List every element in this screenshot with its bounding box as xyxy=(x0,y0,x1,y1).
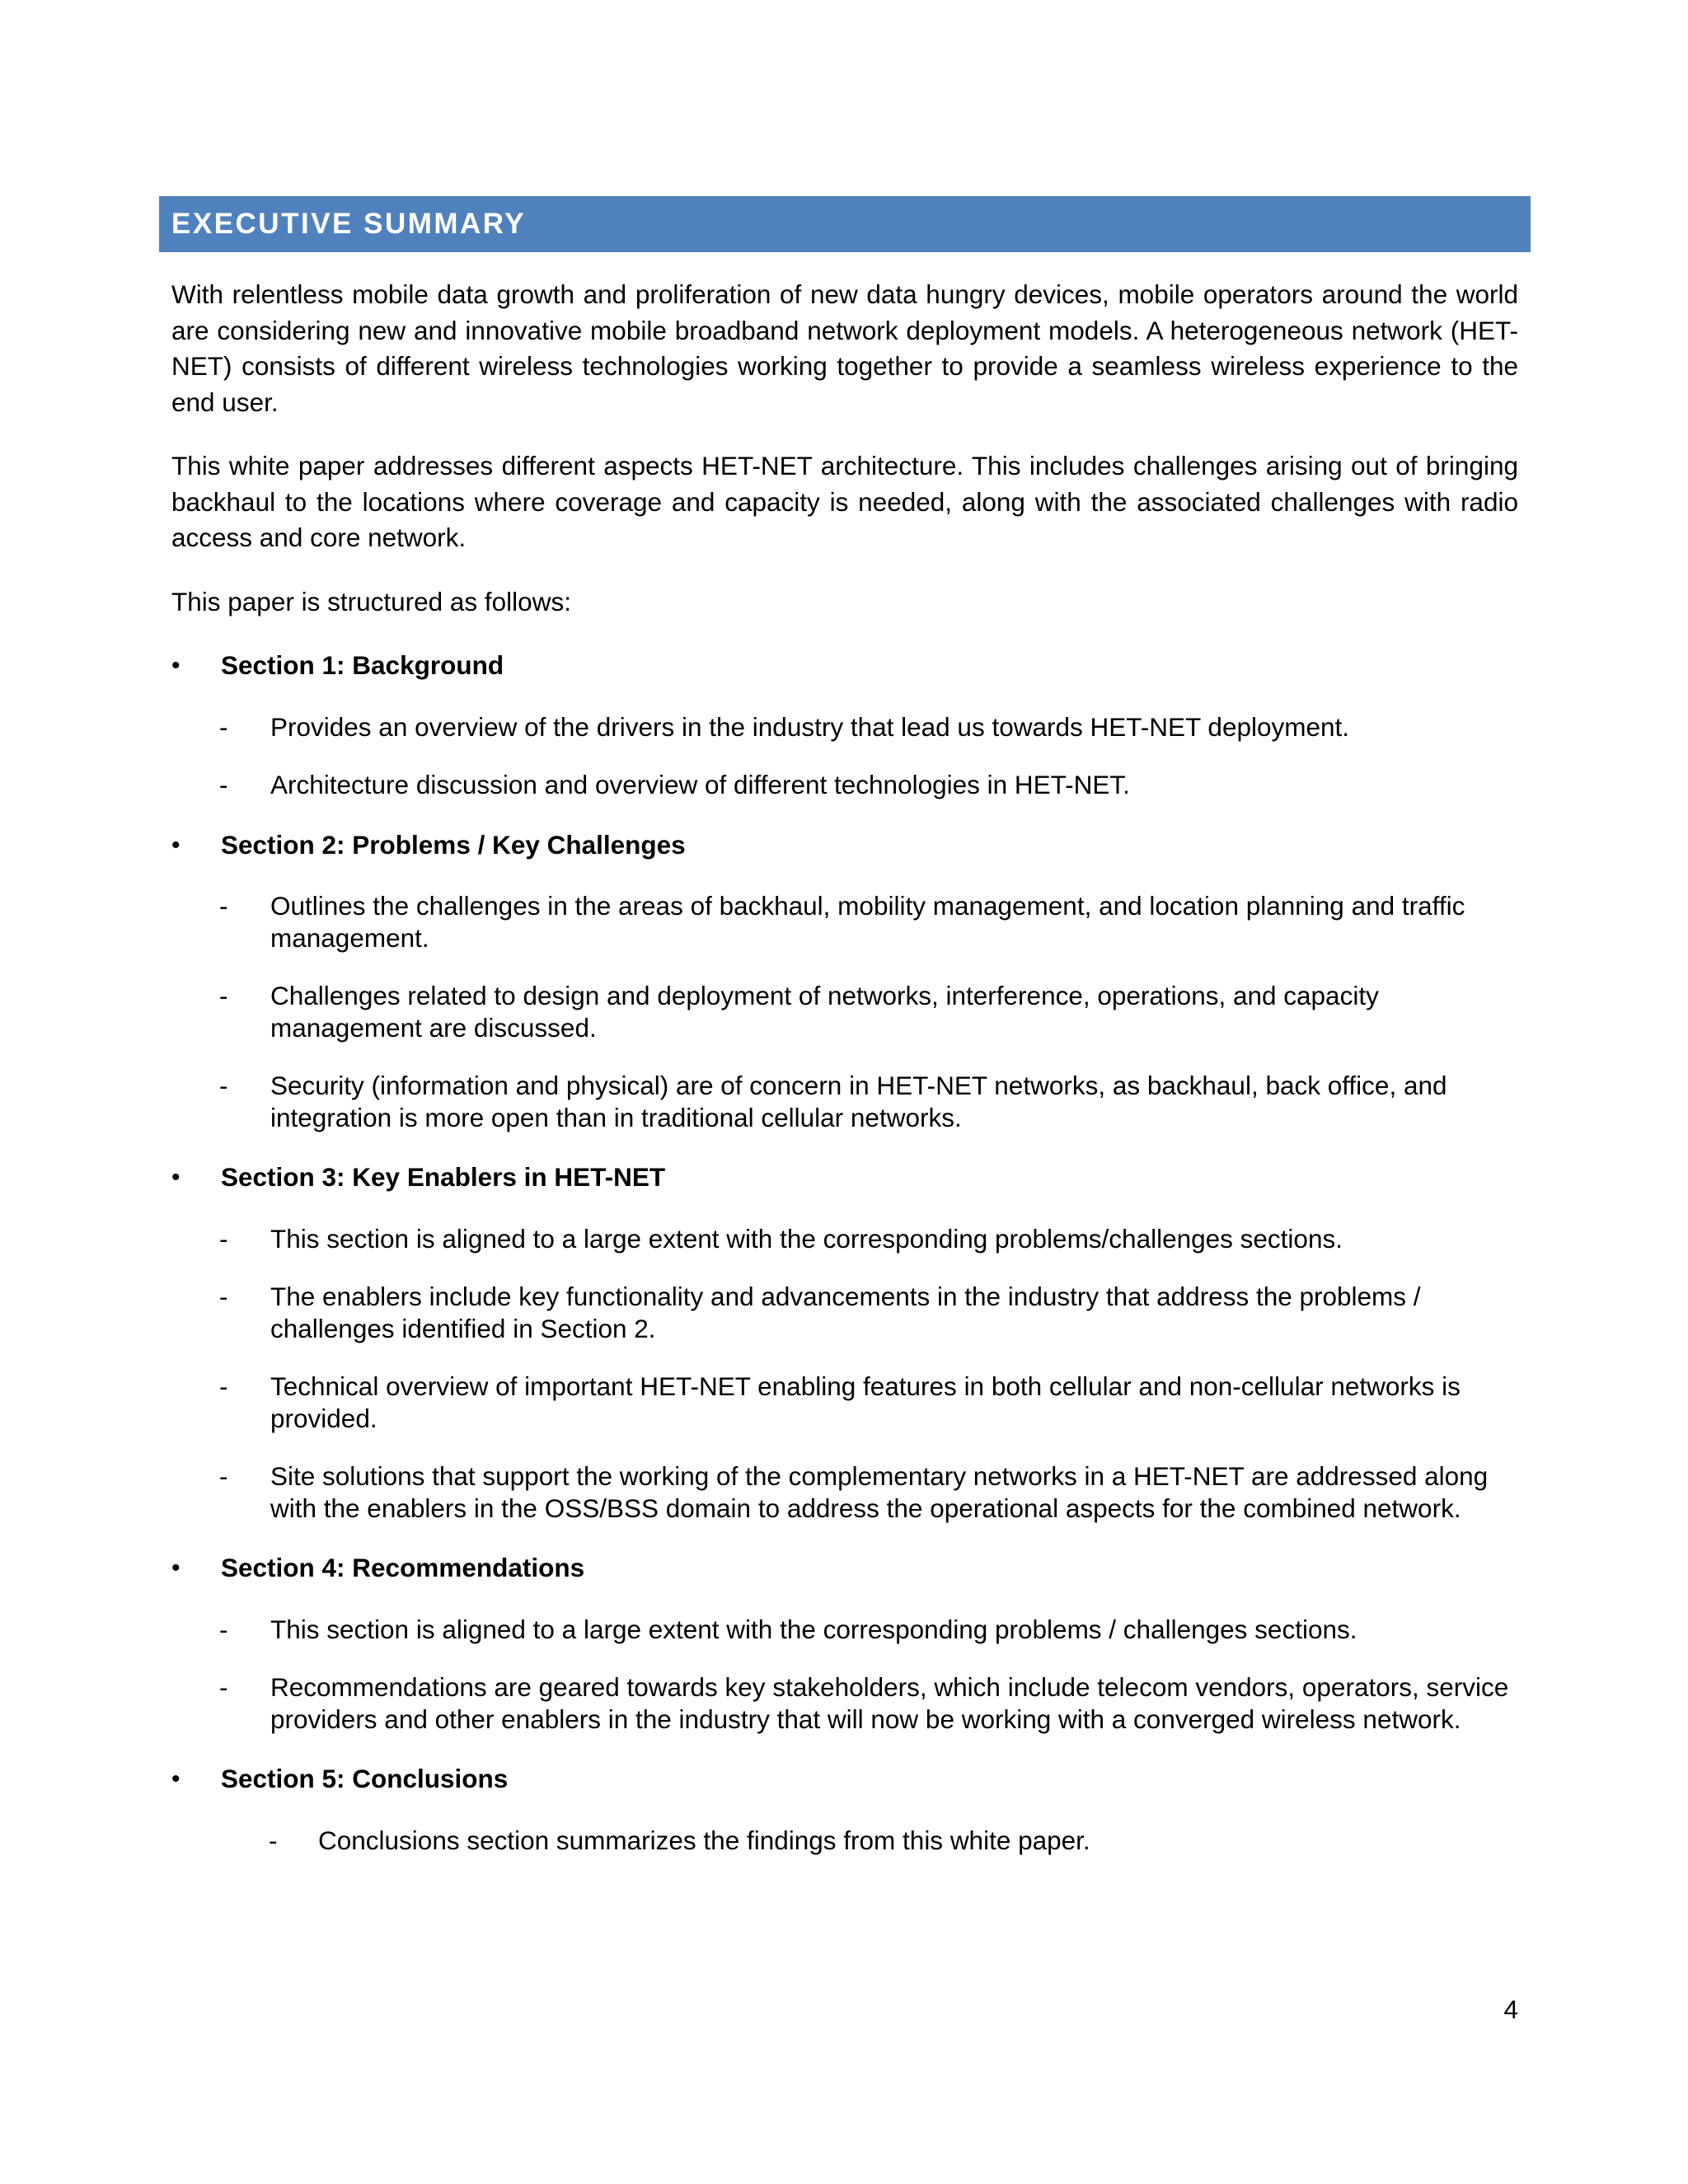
list-item xyxy=(171,1460,1518,1524)
list-item xyxy=(171,1223,1518,1255)
list-item-text: This section is aligned to a large extent with the corresponding problems / challenges sections. xyxy=(270,1614,1357,1644)
list-item-text: Security (information and physical) are of concern in HET-NET networks, as backhaul, back office, and integration is more open than in traditional cellular networks. xyxy=(270,1071,1447,1132)
dash-icon: - xyxy=(269,1825,278,1855)
section-heading: EXECUTIVE SUMMARY xyxy=(171,208,527,240)
list-item-text: The enablers include key functionality and advancements in the industry that address the problems / challenges identified in Section 2. xyxy=(270,1282,1421,1343)
structure-paragraph: This paper is structured as follows: xyxy=(171,586,571,616)
section-title: Section 2: Problems / Key Challenges xyxy=(221,829,686,860)
section-heading-bar xyxy=(159,196,1531,252)
list-item xyxy=(171,980,1518,1043)
dash-icon: - xyxy=(219,1282,228,1311)
list-item-text: Challenges related to design and deployment of networks, interference, operations, and capacity management are discussed. xyxy=(270,981,1379,1043)
section-title: Section 4: Recommendations xyxy=(221,1553,585,1582)
section-4-heading xyxy=(171,1550,1518,1586)
list-item xyxy=(171,1371,1518,1434)
dash-icon: - xyxy=(219,1371,228,1401)
section-1-heading xyxy=(171,648,1518,684)
list-item-text: Site solutions that support the working of the complementary networks in a HET-NET are addressed along with the enablers in the OSS/BSS domain to address the operational aspects for the combined network. xyxy=(270,1461,1489,1523)
list-item-text: Architecture discussion and overview of different technologies in HET-NET. xyxy=(270,770,1130,799)
dash-icon: - xyxy=(219,1614,228,1644)
body-text xyxy=(171,277,1518,1882)
list-item-text: This section is aligned to a large extent with the corresponding problems/challenges sections. xyxy=(270,1223,1343,1254)
dash-icon: - xyxy=(219,1461,228,1491)
dash-icon: - xyxy=(219,1071,228,1100)
bullet-icon: • xyxy=(171,1765,181,1793)
section-2-heading xyxy=(171,827,1518,864)
intro-paragraph: With relentless mobile data growth and proliferation of new data hungry devices, mobile operators around the world are considering new and innovative mobile broadband network deployment models. A heterogeneous network (HET-NET) consists of different wireless technologies working together to provide a seamless wireless experience to the end user. xyxy=(171,279,1518,417)
section-title: Section 1: Background xyxy=(221,650,504,680)
list-item xyxy=(171,711,1518,743)
dash-icon: - xyxy=(219,1672,228,1702)
bullet-icon: • xyxy=(171,831,181,859)
list-item-text: Recommendations are geared towards key stakeholders, which include telecom vendors, operators, service providers and other enablers in the industry that will now be working with a converged wireless network. xyxy=(270,1672,1509,1734)
section-3-heading xyxy=(171,1160,1518,1196)
list-item xyxy=(171,890,1518,954)
scope-paragraph: This white paper addresses different aspects HET-NET architecture. This includes challenges arising out of bringing backhaul to the locations where coverage and capacity is needed, along with the associated challenges with radio access and core network. xyxy=(171,451,1518,552)
section-5-heading xyxy=(171,1761,1518,1797)
page-number: 4 xyxy=(1503,1994,1518,2024)
list-item xyxy=(171,1671,1518,1735)
list-item xyxy=(171,769,1518,801)
bullet-icon: • xyxy=(171,652,181,679)
section-title: Section 5: Conclusions xyxy=(221,1764,509,1793)
bullet-icon: • xyxy=(171,1164,181,1191)
dash-icon: - xyxy=(219,770,228,799)
list-item-text: Conclusions section summarizes the findings from this white paper. xyxy=(318,1825,1090,1855)
list-item xyxy=(171,1070,1518,1133)
list-item-text: Provides an overview of the drivers in the industry that lead us towards HET-NET deployment. xyxy=(270,711,1350,742)
list-item xyxy=(171,1281,1518,1344)
list-item xyxy=(171,1825,1518,1857)
dash-icon: - xyxy=(219,981,228,1010)
bullet-icon: • xyxy=(171,1554,181,1582)
list-item xyxy=(171,1614,1518,1646)
section-title: Section 3: Key Enablers in HET-NET xyxy=(221,1162,666,1192)
list-item-text: Technical overview of important HET-NET enabling features in both cellular and non-cellular networks is provided. xyxy=(270,1371,1461,1433)
dash-icon: - xyxy=(219,891,228,921)
dash-icon: - xyxy=(219,1223,228,1254)
list-item-text: Outlines the challenges in the areas of backhaul, mobility management, and location planning and traffic management. xyxy=(270,891,1465,953)
dash-icon: - xyxy=(219,711,228,742)
